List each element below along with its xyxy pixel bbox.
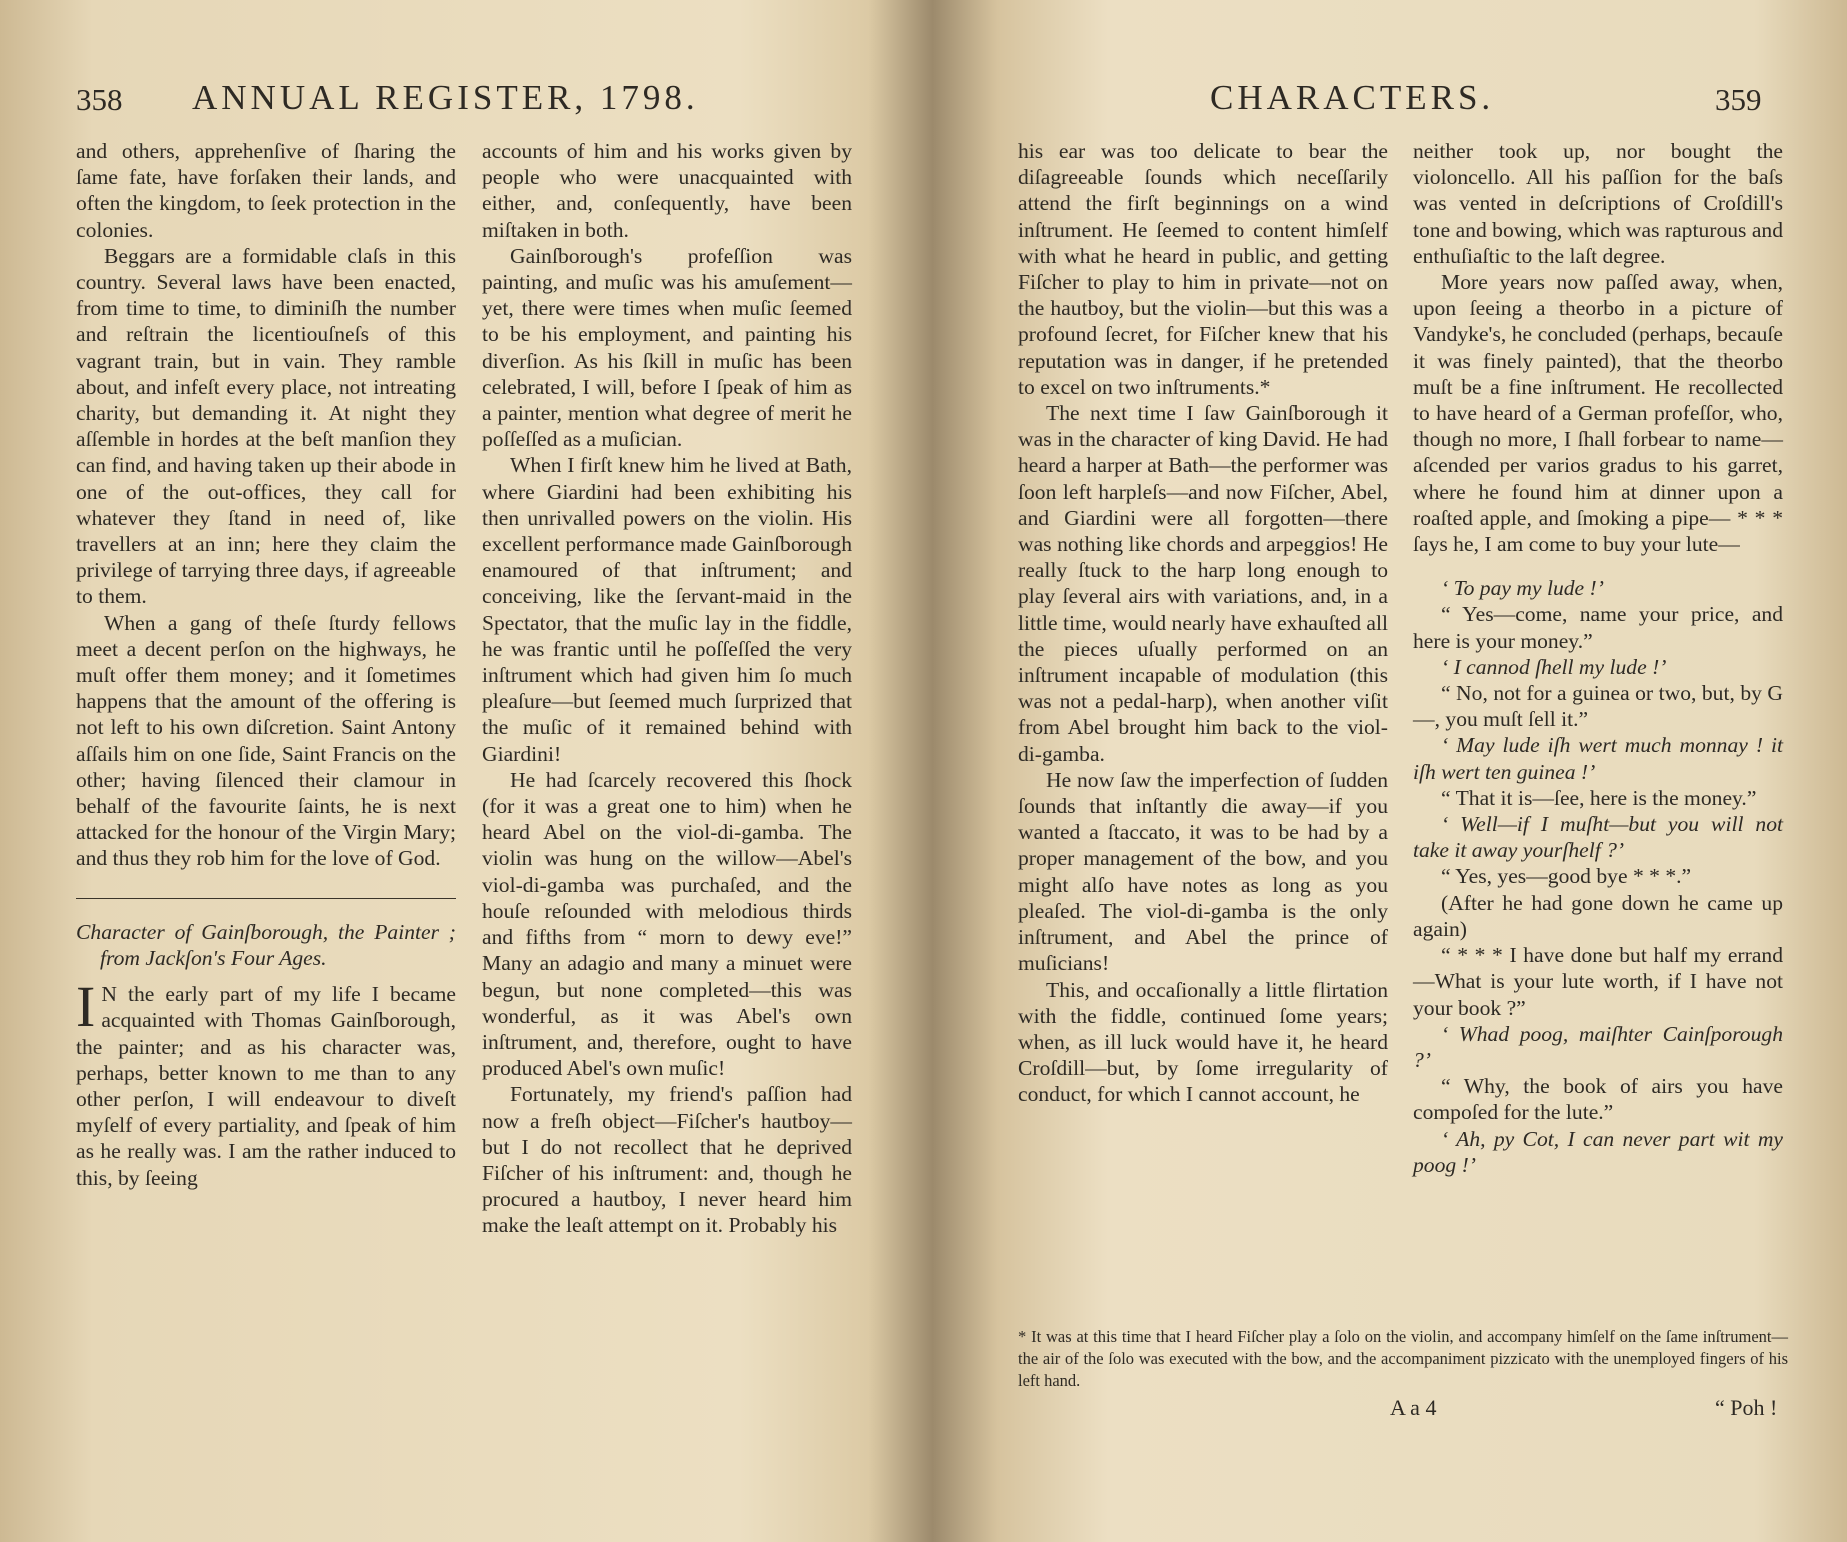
dialogue-line: “ No, not for a guinea or two, but, by G—, you muſt ſell it.”: [1413, 681, 1783, 732]
paragraph: He had ſcarcely recovered this ſhock (for it was a great one to him) when he heard Abel on the viol-di-gamba. The violin was hung on the willow—Abel's viol-di-gamba was purchaſed, and the houſe reſounded with melodious thirds and fifths from “ morn to dewy eve!” Many an adagio and many a minuet were begun, but none completed—this was wonderful, as it was Abel's own inſtrument, and, therefore, ought to have produced Abel's own muſic!: [482, 767, 852, 1081]
article-title: Character of Gainſborough, the Painter ; from Jackſon's Four Ages.: [76, 919, 456, 970]
paragraph: The next time I ſaw Gainſborough it was in the character of king David. He had heard a harper at Bath—the performer was ſoon left harpleſs—and now Fiſcher, Abel, and Giardini were all forgotten—there was nothing like chords and arpeggios! He really ſtuck to the harp long enough to play ſeveral airs with variations, and, in a little time, would nearly have exhauſted all the pieces uſually performed on an inſtrument incapable of modulation (this was not a pedal-harp), when another viſit from Abel brought him back to the viol-di-gamba.: [1018, 401, 1388, 766]
section-divider: [76, 898, 456, 899]
paragraph: This, and occaſionally a little flirtation with the fiddle, continued ſome years; when, as ill luck would have it, he heard Croſdill—but, by ſome irregularity of conduct, for which I cannot account, he: [1018, 977, 1388, 1107]
paragraph: When a gang of theſe ſturdy fellows meet a decent perſon on the highways, he muſt offer them money; and it ſometimes happens that the amount of the offering is not left to his own diſcretion. Saint Antony aſſails him on one ſide, Saint Francis on the other; having ſilenced their clamour in behalf of the favourite ſaints, he is next attacked for the honour of the Virgin Mary; and thus they rob him for the love of God.: [76, 610, 456, 871]
paragraph: More years now paſſed away, when, upon ſeeing a theorbo in a picture of Vandyke's, he concluded (perhaps, becauſe it was finely painted), that the theorbo muſt be a fine inſtrument. He recollected to have heard of a German profeſſor, who, though no more, I ſhall forbear to name—aſcended per varios gradus to his garret, where he found him at dinner upon a roaſted apple, and ſmoking a pipe— * * * ſays he, I am come to buy your lute—: [1413, 270, 1783, 557]
dialogue-line: ‘ To pay my lude !’: [1441, 576, 1604, 601]
paragraph: his ear was too delicate to bear the diſagreeable ſounds which neceſſarily attend the firſt beginnings on a wind inſtrument. He ſeemed to content himſelf with what he heard in public, and getting Fiſcher to play to him in private—not on the hautboy, but the violin—but this was a profound ſecret, for Fiſcher knew that his reputation was in danger, if he pretended to excel on two inſtruments.*: [1018, 139, 1388, 399]
right-column-1: [1018, 138, 1388, 1108]
dialogue-line: ‘ I cannod ſhell my lude !’: [1441, 654, 1667, 679]
footnote: * It was at this time that I heard Fiſcher play a ſolo on the violin, and accompany himſelf on the ſame inſtrument—the air of the ſolo was executed with the bow, and the accompaniment pizzicato with the unemployed fingers of his left hand.: [1018, 1327, 1788, 1390]
dialogue-line: “ * * * I have done but half my errand—What is your lute worth, if I have not your book ?”: [1413, 943, 1783, 1020]
right-page: [960, 0, 1847, 1542]
opening-text: N the early part of my life I became acquainted with Thomas Gainſborough, the painter; and as his character was, perhaps, better known to me than to any other perſon, I will endeavour to diveſt myſelf of every partiality, and ſpeak of him as he really was. I am the rather induced to this, by ſeeing: [76, 982, 456, 1190]
signature-mark: A a 4: [1390, 1395, 1437, 1420]
paragraph: Fortunately, my friend's paſſion had now a freſh object—Fiſcher's hautboy—but I do not recollect that he deprived Fiſcher of his inſtrument: and, though he procured a hautboy, I never heard him make the leaſt attempt on it. Probably his: [482, 1082, 852, 1238]
left-column-1: [76, 138, 456, 1191]
paragraph: He now ſaw the imperfection of ſudden ſounds that inſtantly die away—if you wanted a ſtaccato, it was to be had by a proper management of the bow, and you might alſo have notes as long as you pleaſed. The viol-di-gamba is the only inſtrument, and Abel the prince of muſicians!: [1018, 767, 1388, 976]
dialogue-line: ‘ Well—if I muſht—but you will not take it away yourſhelf ?’: [1413, 812, 1783, 863]
paragraph: neither took up, nor bought the violoncello. All his paſſion for the baſs was vented in deſcriptions of Croſdill's tone and bowing, which was rapturous and enthuſiaſtic to the laſt degree.: [1413, 139, 1784, 268]
dialogue-line: “ Yes, yes—good bye * * *.”: [1441, 864, 1692, 889]
dialogue-line: “ Why, the book of airs you have compoſed for the lute.”: [1413, 1074, 1783, 1125]
left-column-2: [482, 138, 852, 1239]
paragraph: accounts of him and his works given by people who were unacquainted with either, and, conſequently, have been miſtaken in both.: [482, 139, 852, 242]
dialogue-line: (After he had gone down he came up again): [1413, 890, 1783, 941]
dialogue-line: ‘ May lude iſh wert much monnay ! it iſh wert ten guinea !’: [1413, 733, 1783, 784]
dialogue-line: ‘ Ah, py Cot, I can never part wit my poog !’: [1413, 1126, 1783, 1177]
dialogue: [1413, 575, 1783, 1178]
paragraph: Beggars are a formidable claſs in this country. Several laws have been enacted, from time to time, to diminiſh the number and reſtrain the licentiouſneſs of this vagrant train, but in vain. They ramble about, and infeſt every place, not intreating charity, but demanding it. At night they aſſemble in hordes at the beſt manſion they can find, and having taken up their abode in one of the out-offices, they call for whatever they ſtand in need of, like travellers at an inn; here they claim the privilege of tarrying three days, if agreeable to them.: [76, 243, 456, 609]
right-column-2: [1413, 138, 1783, 1178]
right-running-head: CHARACTERS.: [1210, 78, 1495, 117]
right-page-number: 359: [1715, 82, 1762, 117]
dialogue-line: “ That it is—ſee, here is the money.”: [1441, 785, 1757, 810]
catchword: “ Poh !: [1715, 1395, 1778, 1420]
paragraph: Gainſborough's profeſſion was painting, and muſic was his amuſement—yet, there were times when muſic ſeemed to be his employment, and painting his diverſion. As his ſkill in muſic has been celebrated, I will, before I ſpeak of him as a painter, mention what degree of merit he poſſeſſed as a muſician.: [482, 243, 852, 452]
dialogue-line: “ Yes—come, name your price, and here is your money.”: [1413, 602, 1783, 653]
paragraph: When I firſt knew him he lived at Bath, where Giardini had been exhibiting his then unrivalled powers on the violin. His excellent performance made Gainſborough enamoured of that inſtrument; and conceiving, like the ſervant-maid in the Spectator, that the muſic lay in the fiddle, he was frantic until he poſſeſſed the very inſtrument which had given him ſo much pleaſure—but ſeemed much ſurprized that the muſic of it remained behind with Giardini!: [482, 453, 852, 766]
left-page-number: 358: [76, 82, 123, 117]
paragraph: and others, apprehenſive of ſharing the ſame fate, have forſaken their lands, and often the kingdom, to ſeek protection in the colonies.: [76, 139, 456, 242]
drop-cap: I: [76, 974, 96, 1040]
dialogue-line: ‘ Whad poog, maiſhter Cainſporough ?’: [1413, 1021, 1783, 1072]
left-running-head: ANNUAL REGISTER, 1798.: [192, 78, 699, 117]
article-opening: [76, 974, 456, 1191]
